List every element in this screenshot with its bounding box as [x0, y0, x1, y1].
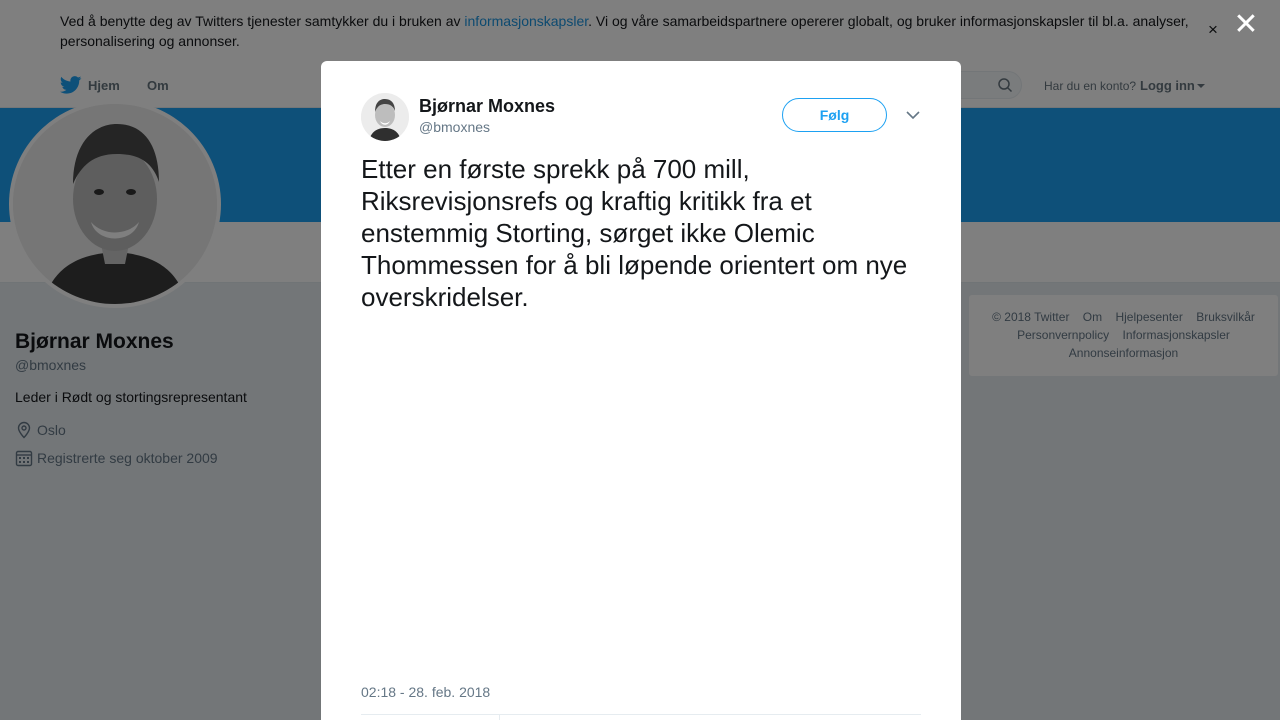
tweet-modal: [321, 61, 961, 720]
tweet-text: Etter en første sprekk på 700 mill, Riksrevisjonsrefs og kraftig kritikk fra et enstemmig Storting, sørget ikke Olemic Thommessen for å bli løpende orientert om nye overskridelser.: [361, 154, 908, 312]
tweet-author-handle[interactable]: @bmoxnes: [419, 119, 491, 135]
tweet-divider: [361, 714, 921, 715]
tweet-author-name[interactable]: Bjørnar Moxnes: [419, 96, 556, 116]
tweet-timestamp[interactable]: 02:18 - 28. feb. 2018: [361, 684, 491, 700]
close-icon[interactable]: ✕: [1233, 8, 1259, 41]
chevron-down-icon[interactable]: [905, 109, 921, 121]
follow-button[interactable]: Følg: [782, 98, 887, 132]
tweet-stats-divider: [499, 715, 500, 720]
person-silhouette-icon: [361, 93, 409, 141]
tweet-author-avatar[interactable]: [361, 93, 409, 141]
